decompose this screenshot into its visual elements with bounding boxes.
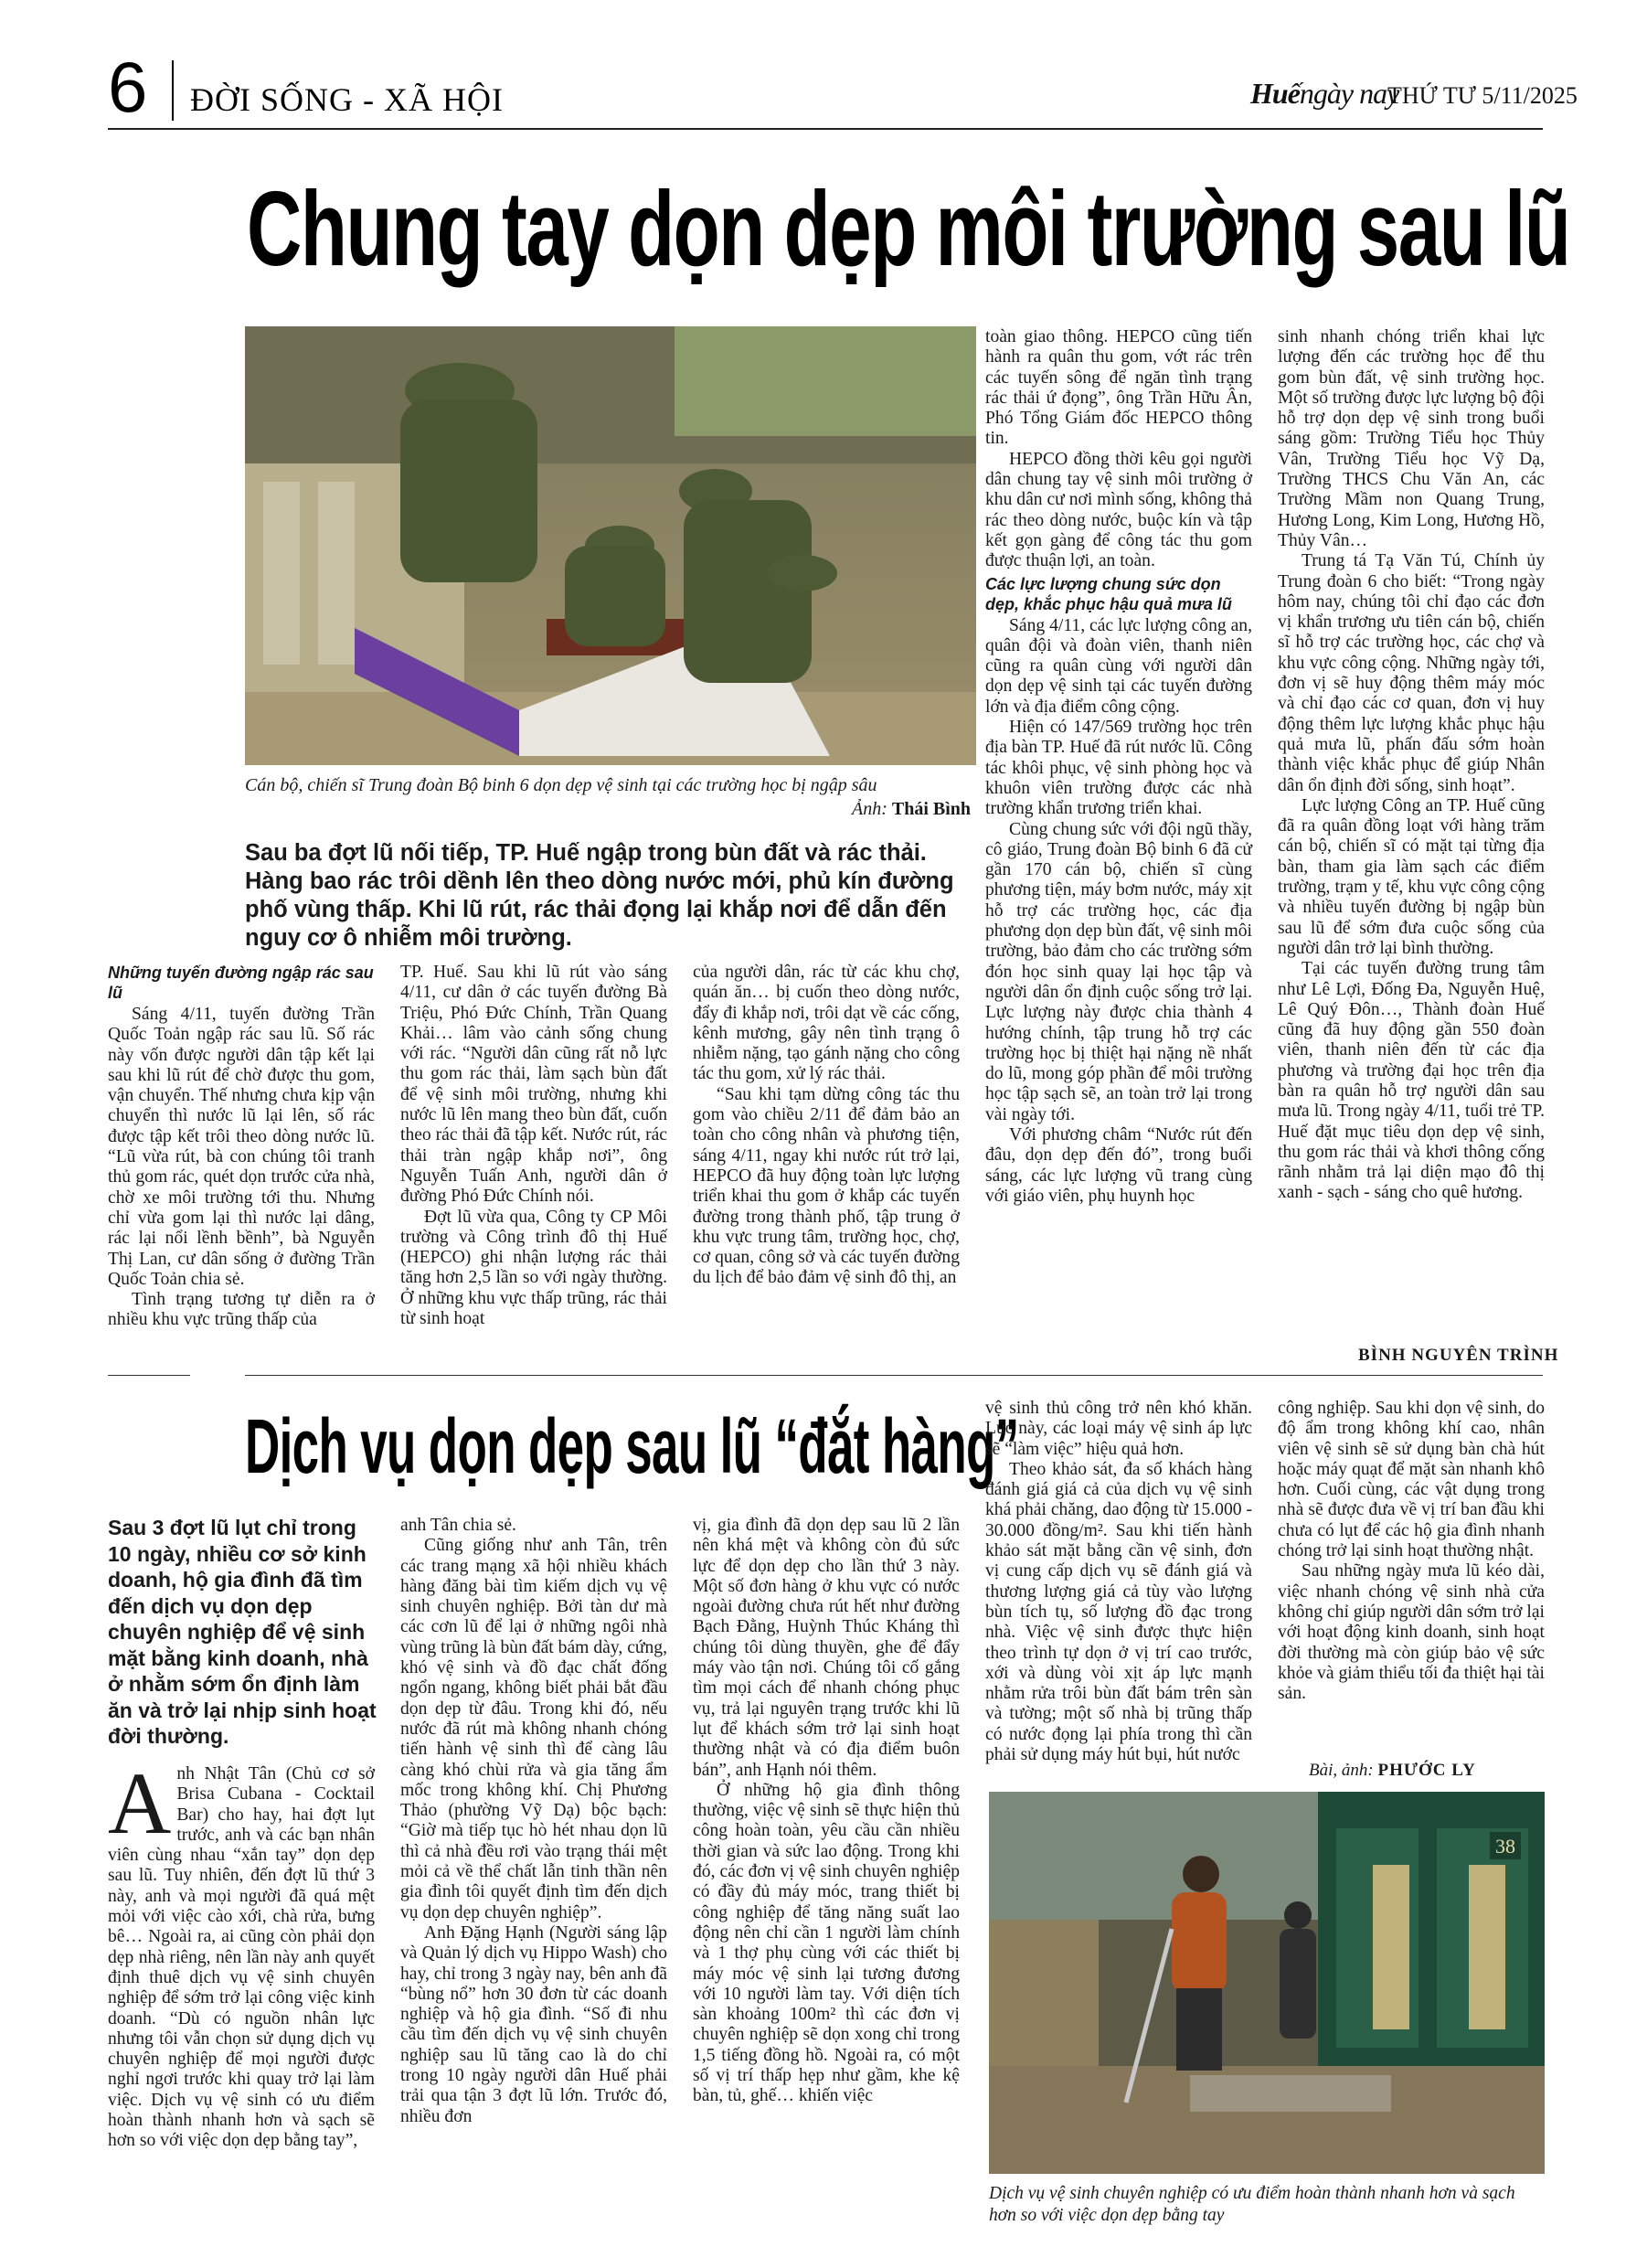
paragraph: Sáng 4/11, các lực lượng công an, quân đội và đoàn viên, thanh niên cũng ra quân cùng với người dân dọn dẹp vệ sinh tại các tuyến đường lớn và địa điểm công cộng. [985,615,1252,717]
article2-headline: Dịch vụ dọn dẹp sau lũ “đắt hàng” [245,1403,1019,1489]
header-separator [172,60,174,121]
paragraph: sinh nhanh chóng triển khai lực lượng đến các trường học để thu gom bùn đất, vệ sinh trường học. Một số trường được lực lượng bộ đội hỗ trợ dọn dẹp vệ sinh trong buổi sáng gồm: Trường Tiểu học Thủy Vân, Trường Tiểu học Vỹ Dạ, Trường THCS Chu Văn An, các Trường Mầm non Quang Trung, Hương Long, Kim Long, Hương Hồ, Thủy Vân… [1278,327,1545,550]
paragraph: Trung tá Tạ Văn Tú, Chính ủy Trung đoàn 6 cho biết: “Trong ngày hôm nay, chúng tôi chỉ đạo các đơn vị khẩn trương ưu tiên cán bộ, chiến sĩ hỗ trợ các trường học, các chợ và khu vực công cộng. Những ngày tới, đơn vị sẽ huy động thêm máy móc và chỉ đạo các cơ quan, đơn vị huy động thêm lực lượng khắc phục hậu quả mưa lũ, phấn đấu sớm hoàn thành việc khắc phục để giúp Nhân dân ổn định đời sống, sinh hoạt”. [1278,551,1545,795]
paragraph: TP. Huế. Sau khi lũ rút vào sáng 4/11, cư dân ở các tuyến đường Bà Triệu, Phó Đức Chính, Trần Quang Khải… lâm vào cảnh sống chung với rác. “Người dân cũng rất nỗ lực thu gom rác thải, làm sạch bùn đất để vệ sinh môi trường, nhưng khi nước lũ lên mang theo bùn đất, cuốn theo rác thải đã tập kết. Nước rút, rác thải tràn ngập khắp nơi”, ông Nguyễn Tuấn Anh, người dân ở đường Phó Đức Chính nói. [400,963,667,1207]
subheading: Những tuyến đường ngập rác sau lũ [108,964,374,1002]
article1-byline: BÌNH NGUYÊN TRÌNH [1358,1346,1559,1365]
paragraph: toàn giao thông. HEPCO cũng tiến hành ra quân thu gom, vớt rác trên các tuyến sông để ngăn tình trạng rác thải ứ đọng”, ông Trần Hữu Ân, Phó Tổng Giám đốc HEPCO thông tin. [985,327,1252,449]
paragraph: Sáng 4/11, tuyến đường Trần Quốc Toản ngập rác sau lũ. Số rác này vốn được người dân tập kết lại sau khi lũ rút để chờ được thu gom, vận chuyển. Thế nhưng chưa kịp vận chuyển thì nước lũ lại lên, số rác được tập kết trôi theo dòng nước lũ. “Lũ vừa rút, bà con chúng tôi tranh thủ gom rác, quét dọn trước cửa nhà, chờ xe môi trường tới thu. Nhưng chỉ vừa gom lại thì nước lại dâng, rác lại nổi lềnh bềnh”, bà Nguyễn Thị Lan, cư dân sống ở đường Trần Quốc Toản chia sẻ. [108,1005,375,1289]
paragraph: Tại các tuyến đường trung tâm như Lê Lợi, Đống Đa, Nguyễn Huệ, Lê Quý Đôn…, Thành đoàn Huế cũng đã huy động gần 550 đoàn viên, thanh niên đến từ các địa phương và trường đại học trên địa bàn ra quân hỗ trợ người dân sau mưa lũ. Trong ngày 4/11, tuổi trẻ TP. Huế đặt mục tiêu dọn dẹp vệ sinh, thu gom rác thải và khơi thông cống rãnh nhằm trả lại diện mạo đô thị xanh - sạch - sáng cho quê hương. [1278,959,1545,1203]
paragraph: Hiện có 147/569 trường học trên địa bàn TP. Huế đã rút nước lũ. Công tác khôi phục, vệ sinh phòng học và khuôn viên trường được các nhà trường khẩn trương triển khai. [985,718,1252,819]
paragraph: Với phương châm “Nước rút đến đâu, dọn dẹp đến đó”, trong buổi sáng, các lực lượng vũ trang cùng với giáo viên, phụ huynh học [985,1124,1252,1206]
article2-lead: Sau 3 đợt lũ lụt chỉ trong 10 ngày, nhiều cơ sở kinh doanh, hộ gia đình đã tìm đến dịch vụ dọn dẹp chuyên nghiệp để vệ sinh mặt bằng kinh doanh, nhà ở nhằm sớm ổn định làm ăn và trở lại nhịp sinh hoạt đời thường. [108,1516,377,1748]
section-title: ĐỜI SỐNG - XÃ HỘI [190,81,504,118]
article2-column-2 [400,1516,667,2127]
article2-column-1 [108,1754,375,2152]
divider [245,1375,1543,1376]
logo-part-b: ngày nay [1299,77,1399,110]
newspaper-logo [1250,77,1398,111]
soldiers-cleaning-photo [245,326,976,765]
paragraph: Anh Đặng Hạnh (Người sáng lập và Quản lý dịch vụ Hippo Wash) cho hay, chỉ trong 3 ngày nay, bên anh đã “bùng nổ” hơn 30 đơn từ các doanh nghiệp và hộ gia đình. “Số đi nhu cầu tìm đến dịch vụ vệ sinh chuyên nghiệp sau lũ tăng cao là do chỉ trong 10 ngày người dân Huế phải trải qua tận 3 đợt lũ lớn. Trước đó, nhiều đơn [400,1922,667,2126]
logo-part-a: Huế [1250,77,1300,110]
divider [108,1375,190,1376]
article1-photo [245,326,976,765]
header-rule [108,128,1543,130]
article1-lead: Sau ba đợt lũ nối tiếp, TP. Huế ngập trong bùn đất và rác thải. Hàng bao rác trôi dềnh lên theo dòng nước mới, phủ kín đường phố vùng thấp. Khi lũ rút, rác thải đọng lại khắp nơi để dẫn đến nguy cơ ô nhiễm môi trường. [245,840,954,951]
paragraph: của người dân, rác từ các khu chợ, quán ăn… bị cuốn theo dòng nước, đẩy đi khắp nơi, trôi dạt về các cống, kênh mương, gây nên tình trạng ô nhiễm nặng, tạo gánh nặng cho công tác thu gom, xử lý rác thải. [693,963,960,1084]
paragraph: HEPCO đồng thời kêu gọi người dân chung tay vệ sinh môi trường ở khu dân cư nơi mình sống, không thả rác theo dòng nước, buộc kín và tập kết gọn gàng để công tác thu gom được thuận lợi, an toàn. [985,449,1253,571]
paragraph: Ở những hộ gia đình thông thường, việc vệ sinh sẽ thực hiện thủ công hoàn toàn, yêu cầu cần nhiều thời gian và sức lao động. Trong khi đó, các đơn vị vệ sinh chuyên nghiệp có đầy đủ máy móc, trang thiết bị công nghiệp để tăng năng suất lao động nên chỉ cần 1 người làm chính và 1 thợ phụ cùng với các thiết bị máy móc vệ sinh lại tương đương với 10 người làm tay. Với diện tích sàn khoảng 100m² thì các đơn vị chuyên nghiệp sẽ dọn xong chỉ trong 1,5 tiếng đồng hồ. Ngoài ra, có một số vị trí thấp hẹp như gầm, khe kệ bàn, tủ, ghế… khiến việc [693,1780,960,2106]
subheading: Các lực lượng chung sức dọn dẹp, khắc phục hậu quả mưa lũ [985,574,1232,613]
issue-date: THỨ TƯ 5/11/2025 [1387,82,1578,109]
paragraph: Đợt lũ vừa qua, Công ty CP Môi trường và Công trình đô thị Huế (HEPCO) ghi nhận lượng rác thải tăng hơn 2,5 lần so với ngày thường. Ở những khu vực thấp trũng, rác thải từ sinh hoạt [400,1207,667,1329]
paragraph: vị, gia đình đã dọn dẹp sau lũ 2 lần nên khá mệt và không còn đủ sức lực để dọn dẹp cho lần thứ 3 này. Một số đơn hàng ở khu vực có nước ngoài đường chưa rút hết như đường Bạch Đằng, Huỳnh Thúc Kháng thì chúng tôi dùng thuyền, ghe để đẩy máy vào tận nơi. Chúng tôi cố gắng tìm mọi cách để nhanh chóng phục vụ, trả lại nguyên trạng trước khi lũ lụt để khách sớm trở lại sinh hoạt thường nhật và có địa điểm buôn bán”, anh Hạnh nói thêm. [693,1516,960,1780]
paragraph-text: nh Nhật Tân (Chủ cơ sở Brisa Cubana - Cocktail Bar) cho hay, hai đợt lụt trước, anh và các bạn nhân viên cùng nhau “xắn tay” dọn dẹp sau lũ. Tuy nhiên, đến đợt lũ thứ 3 này, anh và mọi người đã quá mệt mỏi với việc cào xới, chà rửa, bưng bê… Ngoài ra, ai cũng còn phải dọn dẹp nhà riêng, nên lần này anh quyết định thuê dịch vụ vệ sinh chuyên nghiệp để sớm trở lại công việc kinh doanh. “Dù có nguồn nhân lực nhưng tôi vẫn chọn sử dụng dịch vụ chuyên nghiệp để mọi người được nghỉ ngơi trước khi quay trở lại làm việc. Dịch vụ vệ sinh có ưu điểm hoàn thành nhanh hơn và sạch sẽ hơn so với việc dọn dẹp bằng tay”, [108,1764,375,2151]
paragraph: Cũng giống như anh Tân, trên các trang mạng xã hội nhiều khách hàng đăng bài tìm kiếm dịch vụ vệ sinh chuyên nghiệp. Bởi tàn dư mà các cơn lũ để lại ở những ngôi nhà vùng trũng là bùn đất bám dày, cứng, khó vệ sinh và đồ đạc chất đống ngổn ngang, không biết phải bắt đầu dọn dẹp từ đâu. Trong khi đó, nếu nước đã rút mà không nhanh chóng tiến hành vệ sinh thì để càng lâu càng khó chùi rửa và gia tăng ẩm mốc trong không khí. Chị Phương Thảo (phường Vỹ Dạ) bộc bạch: “Giờ mà tiếp tục hò hét nhau dọn lũ thì cả nhà đều rơi vào trạng thái mệt mỏi cả về thể chất lẫn tinh thần nên gia đình tôi quyết định tìm đến dịch vụ dọn dẹp chuyên nghiệp”. [400,1536,667,1922]
paragraph: công nghiệp. Sau khi dọn vệ sinh, do độ ẩm trong không khí cao, nhân viên vệ sinh sẽ sử dụng bàn chà hút hoặc máy quạt để mặt sàn nhanh khô hơn. Cuối cùng, các vật dụng trong nhà sẽ được đưa về vị trí ban đầu khi chưa có lụt để các hộ gia đình nhanh chóng trở lại sinh hoạt thường nhật. [1278,1399,1545,1561]
paragraph: “Sau khi tạm dừng công tác thu gom vào chiều 2/11 để đảm bảo an toàn cho công nhân và phương tiện, sáng 4/11, ngay khi nước rút trở lại, HEPCO đã huy động toàn lực lượng triển khai thu gom ở khắp các tuyến đường trong thành phố, tập trung ở khu vực trung tâm, trường học, chợ, cơ quan, công sở và các tuyến đường du lịch để bảo đảm vệ sinh đô thị, an [693,1084,960,1288]
drop-cap: A [108,1754,172,1852]
house-number-sign: 38 [1495,1835,1515,1858]
article1-column-3 [693,963,960,1289]
byline-label: Bài, ảnh: [1309,1761,1374,1780]
article1-column-5 [1278,327,1545,1204]
paragraph: vệ sinh thủ công trở nên khó khăn. Lúc này, các loại máy vệ sinh áp lực sẽ “làm việc” hiệu quả hơn. [985,1399,1252,1459]
byline-name: PHƯỚC LY [1377,1761,1476,1780]
article1-column-1 [108,963,375,1331]
article2-photo-caption: Dịch vụ vệ sinh chuyên nghiệp có ưu điểm hoàn thành nhanh hơn và sạch hơn so với việc dọn dẹp bằng tay [989,2184,1515,2225]
paragraph: anh Tân chia sẻ. [400,1516,516,1535]
article1-column-2 [400,963,667,1329]
article1-headline: Chung tay dọn dẹp môi trường sau lũ [247,169,1570,288]
article2-column-4 [985,1399,1252,1765]
paragraph: Cùng chung sức với đội ngũ thầy, cô giáo, Trung đoàn Bộ binh 6 đã cử gần 170 cán bộ, chiến sĩ cùng phương tiện, máy bơm nước, máy xịt hỗ trợ các trường học, các địa phương dọn dẹp bùn đất, vệ sinh môi trường, bảo đảm cho các trường sớm đón học sinh quay lại học tập và người dân ổn định cuộc sống trở lại. Lực lượng này được chia thành 4 hướng chính, tập trung hỗ trợ các trường học bị thiệt hại nặng nề nhất do lũ, mong góp phần để môi trường học tập sạch sẽ, an toàn trở lại trong vài ngày tới. [985,819,1253,1124]
article2-byline [1309,1761,1476,1781]
article1-photo-caption: Cán bộ, chiến sĩ Trung đoàn Bộ binh 6 dọn dẹp vệ sinh tại các trường học bị ngập sâu [245,775,877,795]
article2-column-5 [1278,1399,1545,1704]
street-cleaning-photo [989,1792,1545,2174]
credit-name: Thái Bình [891,799,972,819]
article1-column-4 [985,327,1252,1207]
paragraph: Tình trạng tương tự diễn ra ở nhiều khu vực trũng thấp của [108,1290,375,1330]
paragraph: Theo khảo sát, đa số khách hàng đánh giá giá cả của dịch vụ vệ sinh khá phải chăng, dao động từ 15.000 - 30.000 đồng/m². Sau khi tiến hành khảo sát mặt bằng cần vệ sinh, đơn vị cung cấp dịch vụ sẽ đánh giá và thương lượng giá cả tùy vào lượng bùn tích tụ, số lượng đồ đạc trong nhà. Việc vệ sinh được thực hiện theo trình tự dọn ở vị trí cao trước, xới và dùng vòi xịt áp lực mạnh nhằm rửa trôi bùn đất bám trên sàn và tường; một số nhà bị trũng thấp có nước đọng lại phía trong thì cần phải sử dụng máy hút bụi, hút nước [985,1459,1252,1765]
paragraph: Lực lượng Công an TP. Huế cũng đã ra quân đồng loạt với hàng trăm cán bộ, chiến sĩ có mặt tại từng địa bàn, tham gia làm sạch các điểm trường, trạm y tế, khu vực công cộng và nhiều tuyến đường bị ngập bùn sau lũ để sớm đưa cuộc sống của người dân trở lại bình thường. [1278,795,1545,958]
article1-photo-credit [852,799,971,820]
page-number: 6 [108,47,148,127]
article2-column-3 [693,1516,960,2107]
credit-label: Ảnh: [852,799,887,819]
paragraph: Sau những ngày mưa lũ kéo dài, việc nhanh chóng vệ sinh nhà cửa không chỉ giúp người dân sớm trở lại với hoạt động kinh doanh, sinh hoạt đời thường mà còn giúp bảo vệ sức khỏe và giảm thiểu tối đa thiệt hại tài sản. [1278,1561,1545,1704]
paragraph [108,1754,375,2152]
article2-photo [989,1792,1545,2174]
